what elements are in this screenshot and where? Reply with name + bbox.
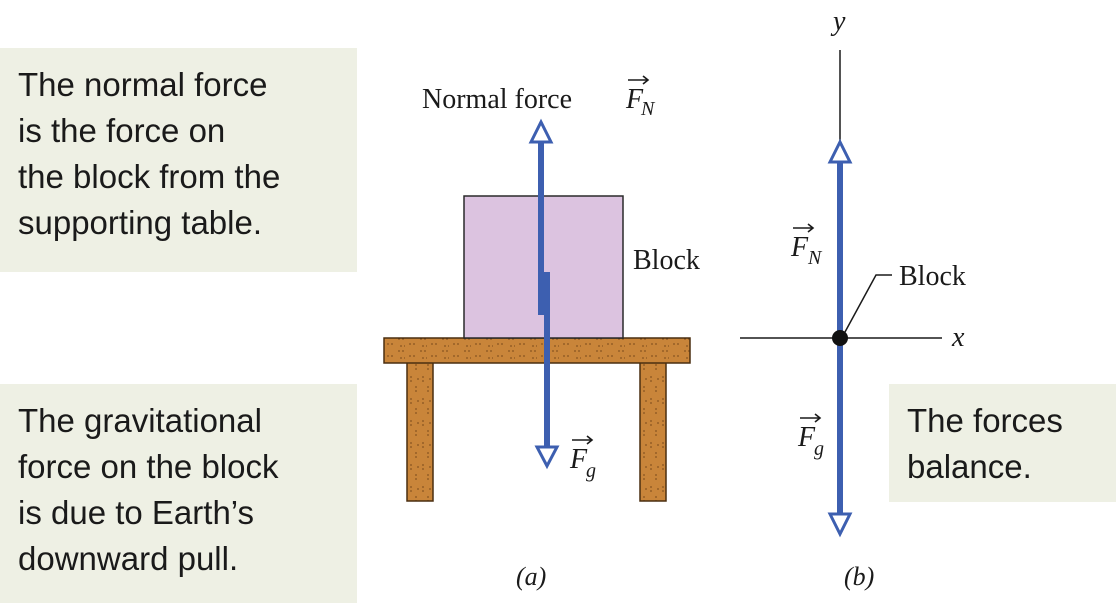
normal-force-subscript: N xyxy=(641,98,655,120)
note-line: supporting table. xyxy=(18,204,263,241)
note-line: The normal force xyxy=(18,66,268,103)
vector-arrow-icon xyxy=(793,224,813,232)
note-line: downward pull. xyxy=(18,540,239,577)
caption-a: (a) xyxy=(516,562,547,591)
y-axis-label: y xyxy=(833,6,846,37)
caption-b: (b) xyxy=(844,562,875,591)
panel-b xyxy=(740,6,966,591)
vector-arrow-icon xyxy=(572,436,592,444)
fn-symbol: F xyxy=(791,232,809,263)
fg-subscript: g xyxy=(814,438,824,460)
note-line: is due to Earth’s xyxy=(18,494,255,531)
vector-arrow-icon xyxy=(628,76,648,84)
block-label-b: Block xyxy=(899,261,966,292)
gravity-force-subscript: g xyxy=(586,460,596,482)
fg-symbol: F xyxy=(798,422,816,453)
fn-subscript: N xyxy=(808,247,822,269)
fn-arrowhead xyxy=(830,142,850,162)
block-leader-line xyxy=(845,275,892,332)
note-line: the block from the xyxy=(18,158,281,195)
normal-force-label: Normal force xyxy=(422,84,573,115)
table-leg-left xyxy=(407,362,433,501)
note-line: The gravitational xyxy=(18,402,262,439)
panel-a xyxy=(384,76,700,591)
vector-arrow-icon xyxy=(800,414,820,422)
x-axis-label: x xyxy=(952,322,965,353)
note-line: The forces xyxy=(907,402,1063,439)
gravity-force-symbol: F xyxy=(570,444,588,475)
normal-force-arrowhead xyxy=(531,122,551,142)
normal-force-symbol: F xyxy=(626,84,644,115)
gravity-force-arrowhead xyxy=(537,447,557,466)
table-top xyxy=(384,338,690,363)
fg-arrowhead xyxy=(830,514,850,534)
note-line: is the force on xyxy=(18,112,226,149)
block-point xyxy=(832,330,848,346)
block-label: Block xyxy=(633,245,700,276)
note-line: force on the block xyxy=(18,448,279,485)
table-leg-right xyxy=(640,362,666,501)
note-line: balance. xyxy=(907,448,1032,485)
